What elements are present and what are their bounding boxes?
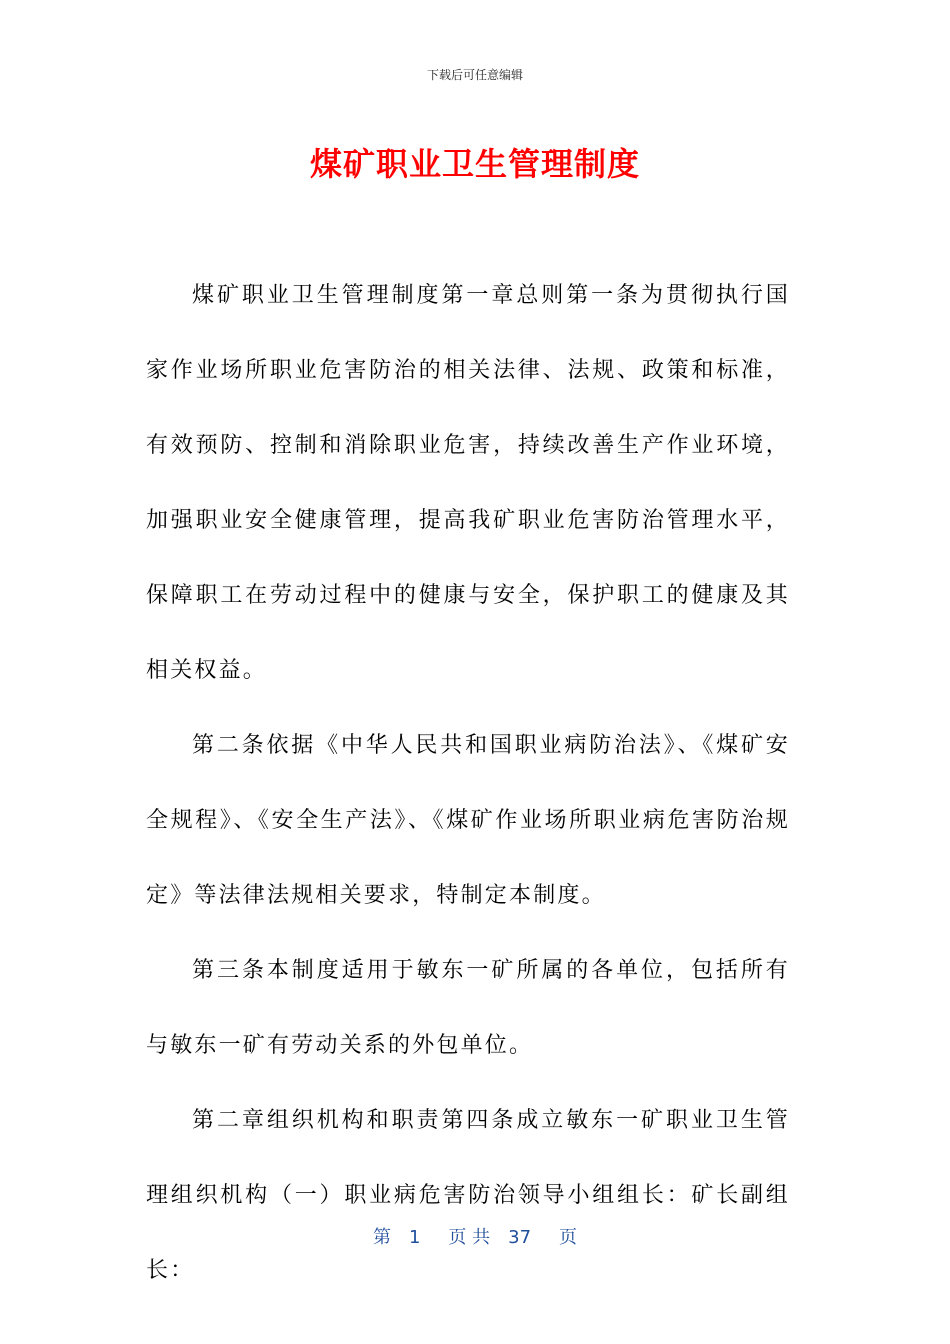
document-body (146, 258, 790, 1308)
footer-middle: 页 共 (448, 1227, 491, 1248)
paragraph-4: 第二章组织机构和职责第四条成立敏东一矿职业卫生管理组织机构（一）职业病危害防治领导小组组长：矿长副组长： (146, 1108, 790, 1283)
paragraph-3: 第三条本制度适用于敏东一矿所属的各单位，包括所有与敏东一矿有劳动关系的外包单位。 (146, 958, 790, 1058)
footer-total-pages: 37 (508, 1227, 532, 1248)
paragraph-1: 煤矿职业卫生管理制度第一章总则第一条为贯彻执行国家作业场所职业危害防治的相关法律、法规、政策和标准，有效预防、控制和消除职业危害，持续改善生产作业环境，加强职业安全健康管理，提高我矿职业危害防治管理水平，保障职工在劳动过程中的健康与安全，保护职工的健康及其相关权益。 (146, 283, 790, 683)
footer-prefix: 第 (372, 1227, 391, 1248)
page-header-note: 下载后可任意编辑 (426, 68, 523, 82)
paragraph-2: 第二条依据《中华人民共和国职业病防治法》、《煤矿安全规程》、《安全生产法》、《煤矿作业场所职业病危害防治规定》等法律法规相关要求，特制定本制度。 (146, 733, 790, 908)
page-footer (0, 1226, 950, 1250)
document-title: 煤矿职业卫生管理制度 (309, 145, 640, 183)
footer-suffix: 页 (559, 1227, 578, 1248)
footer-current-page: 1 (408, 1227, 421, 1248)
